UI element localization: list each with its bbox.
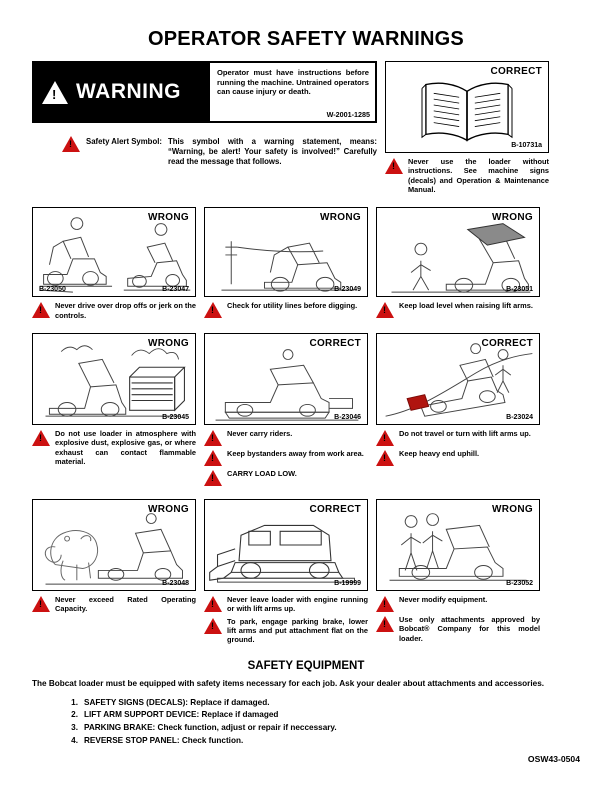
list-item-number: 2. bbox=[71, 710, 78, 720]
safety-alert-row bbox=[32, 135, 377, 167]
panel-tag: WRONG bbox=[148, 212, 189, 224]
panel-grid-row-3 bbox=[32, 333, 580, 489]
caption-text: Never drive over drop offs or jerk on the controls. bbox=[55, 301, 196, 320]
panel-utility-lines bbox=[204, 207, 368, 323]
panel-rated-capacity-caption bbox=[32, 595, 196, 614]
panel-code: B-23047 bbox=[162, 286, 189, 294]
alert-triangle-icon bbox=[204, 302, 222, 318]
panel-travel-turn-image bbox=[376, 333, 540, 425]
caption-text: Use only attachments approved by Bobcat® Company for this model loader. bbox=[399, 614, 540, 643]
page-title: OPERATOR SAFETY WARNINGS bbox=[148, 28, 464, 50]
panel-tag: WRONG bbox=[492, 212, 533, 224]
list-item bbox=[64, 697, 580, 710]
warning-code: W-2001-1285 bbox=[326, 110, 370, 119]
panel-code: B-23049 bbox=[334, 286, 361, 294]
document-number: OSW43-0504 bbox=[527, 754, 580, 764]
panel-code: B-23050 bbox=[39, 286, 66, 294]
warning-block bbox=[32, 61, 377, 167]
panel-load-level-caption bbox=[376, 301, 540, 318]
list-item-number: 3. bbox=[71, 723, 78, 733]
warning-banner-left bbox=[34, 63, 210, 121]
alert-triangle-icon bbox=[204, 596, 222, 612]
safety-equipment-intro: The Bobcat loader must be equipped with safety items necessary for each job. Ask your dealer about attachments and accessories. bbox=[32, 678, 545, 688]
panel-modify-image bbox=[376, 499, 540, 591]
panel-modify-caption bbox=[376, 595, 540, 643]
list-item-number: 1. bbox=[71, 697, 78, 707]
panel-tag: CORRECT bbox=[309, 337, 361, 349]
caption-text: CARRY LOAD LOW. bbox=[227, 468, 297, 478]
caption-text: Never use the loader without instructions. See machine signs (decals) and Operation & Maintenance Manual. bbox=[408, 157, 549, 194]
list-item-text: SAFETY SIGNS (DECALS): Replace if damaged. bbox=[84, 697, 270, 707]
list-item bbox=[64, 735, 580, 748]
warning-label: WARNING bbox=[76, 80, 181, 103]
panel-park-caption bbox=[204, 595, 368, 645]
panel-code: B-23051 bbox=[506, 286, 533, 294]
list-item-text: PARKING BRAKE: Check function, adjust or repair if neccessary. bbox=[84, 723, 337, 733]
panel-utility-lines-caption bbox=[204, 301, 368, 318]
safety-equipment-title: SAFETY EQUIPMENT bbox=[247, 659, 365, 672]
caption-text: Never modify equipment. bbox=[399, 594, 488, 604]
panel-load-level-image bbox=[376, 207, 540, 297]
panel-tag: WRONG bbox=[492, 503, 533, 515]
warning-text: Operator must have instructions before running the machine. Untrained operators can cause injury or death. bbox=[217, 68, 369, 97]
caption-text: Do not travel or turn with lift arms up. bbox=[399, 428, 531, 438]
alert-triangle-icon bbox=[385, 158, 403, 174]
panel-manual-caption bbox=[385, 157, 549, 194]
caption-text: Never carry riders. bbox=[227, 428, 293, 438]
alert-triangle-icon bbox=[376, 596, 394, 612]
list-item bbox=[64, 709, 580, 722]
top-row bbox=[32, 61, 580, 197]
alert-triangle-icon bbox=[204, 450, 222, 466]
panel-drop-off-image bbox=[32, 207, 196, 297]
caption-text: Keep bystanders away from work area. bbox=[227, 448, 364, 458]
alert-triangle-icon bbox=[376, 450, 394, 466]
caption-text: To park, engage parking brake, lower lift arms and put attachment flat on the ground. bbox=[227, 616, 368, 645]
alert-triangle-icon bbox=[204, 470, 222, 486]
alert-triangle-icon bbox=[204, 430, 222, 446]
panel-park bbox=[204, 499, 368, 648]
alert-triangle-icon bbox=[376, 616, 394, 632]
warning-banner-right bbox=[210, 63, 375, 121]
panel-code: B-23048 bbox=[162, 579, 189, 587]
panel-grid-row-2 bbox=[32, 207, 580, 323]
list-item-number: 4. bbox=[71, 735, 78, 745]
panel-code: B-23045 bbox=[162, 413, 189, 421]
list-item-text: LIFT ARM SUPPORT DEVICE: Replace if damaged bbox=[84, 710, 279, 720]
alert-triangle-icon bbox=[32, 430, 50, 446]
panel-code: B-10731a bbox=[511, 142, 542, 149]
list-item bbox=[64, 722, 580, 735]
panel-code: B-23046 bbox=[334, 413, 361, 421]
panel-tag: WRONG bbox=[148, 503, 189, 515]
panel-explosive-caption bbox=[32, 429, 196, 466]
panel-grid-row-4 bbox=[32, 499, 580, 648]
panel-drop-off bbox=[32, 207, 196, 323]
safety-alert-text: This symbol with a warning statement, means: “Warning, be alert! Your safety is involved!” Carefully read the message that follows. bbox=[167, 137, 377, 167]
caption-text: Never exceed Rated Operating Capacity. bbox=[55, 594, 196, 614]
safety-alert-triangle-icon bbox=[62, 136, 80, 152]
panel-load-level bbox=[376, 207, 540, 323]
panel-manual bbox=[385, 61, 549, 197]
panel-utility-lines-image bbox=[204, 207, 368, 297]
panel-travel-turn-caption bbox=[376, 429, 540, 466]
panel-park-image bbox=[204, 499, 368, 591]
panel-tag: CORRECT bbox=[481, 337, 533, 349]
alert-triangle-icon bbox=[376, 430, 394, 446]
caption-text: Keep heavy end uphill. bbox=[399, 448, 480, 458]
panel-code: B-19999 bbox=[334, 579, 361, 587]
panel-riders-image bbox=[204, 333, 368, 425]
panel-modify bbox=[376, 499, 540, 648]
alert-triangle-icon bbox=[204, 618, 222, 634]
caption-text: Do not use loader in atmosphere with explosive dust, explosive gas, or where exhaust can contact flammable material. bbox=[55, 428, 196, 466]
safety-equipment-list bbox=[64, 697, 580, 748]
panel-riders bbox=[204, 333, 368, 489]
panel-code: B-23052 bbox=[506, 579, 533, 587]
list-item-text: REVERSE STOP PANEL: Check function. bbox=[84, 735, 244, 745]
panel-tag: CORRECT bbox=[309, 503, 361, 515]
alert-triangle-icon bbox=[32, 596, 50, 612]
alert-triangle-icon bbox=[376, 302, 394, 318]
panel-tag: CORRECT bbox=[490, 66, 542, 77]
panel-rated-capacity-image bbox=[32, 499, 196, 591]
alert-triangle-icon bbox=[32, 302, 50, 318]
safety-alert-label: Safety Alert Symbol: bbox=[86, 137, 162, 146]
panel-rated-capacity bbox=[32, 499, 196, 648]
warning-triangle-icon bbox=[42, 81, 68, 104]
warning-banner bbox=[32, 61, 377, 123]
panel-tag: WRONG bbox=[320, 212, 361, 224]
panel-riders-caption bbox=[204, 429, 368, 486]
caption-text: Check for utility lines before digging. bbox=[227, 301, 358, 311]
caption-text: Never leave loader with engine running or with lift arms up. bbox=[227, 594, 368, 614]
panel-drop-off-caption bbox=[32, 301, 196, 320]
panel-tag: WRONG bbox=[148, 337, 189, 349]
panel-travel-turn bbox=[376, 333, 540, 489]
caption-text: Keep load level when raising lift arms. bbox=[399, 301, 533, 311]
panel-explosive bbox=[32, 333, 196, 489]
panel-manual-image bbox=[385, 61, 549, 153]
panel-code: B-23024 bbox=[506, 413, 533, 421]
panel-explosive-image bbox=[32, 333, 196, 425]
